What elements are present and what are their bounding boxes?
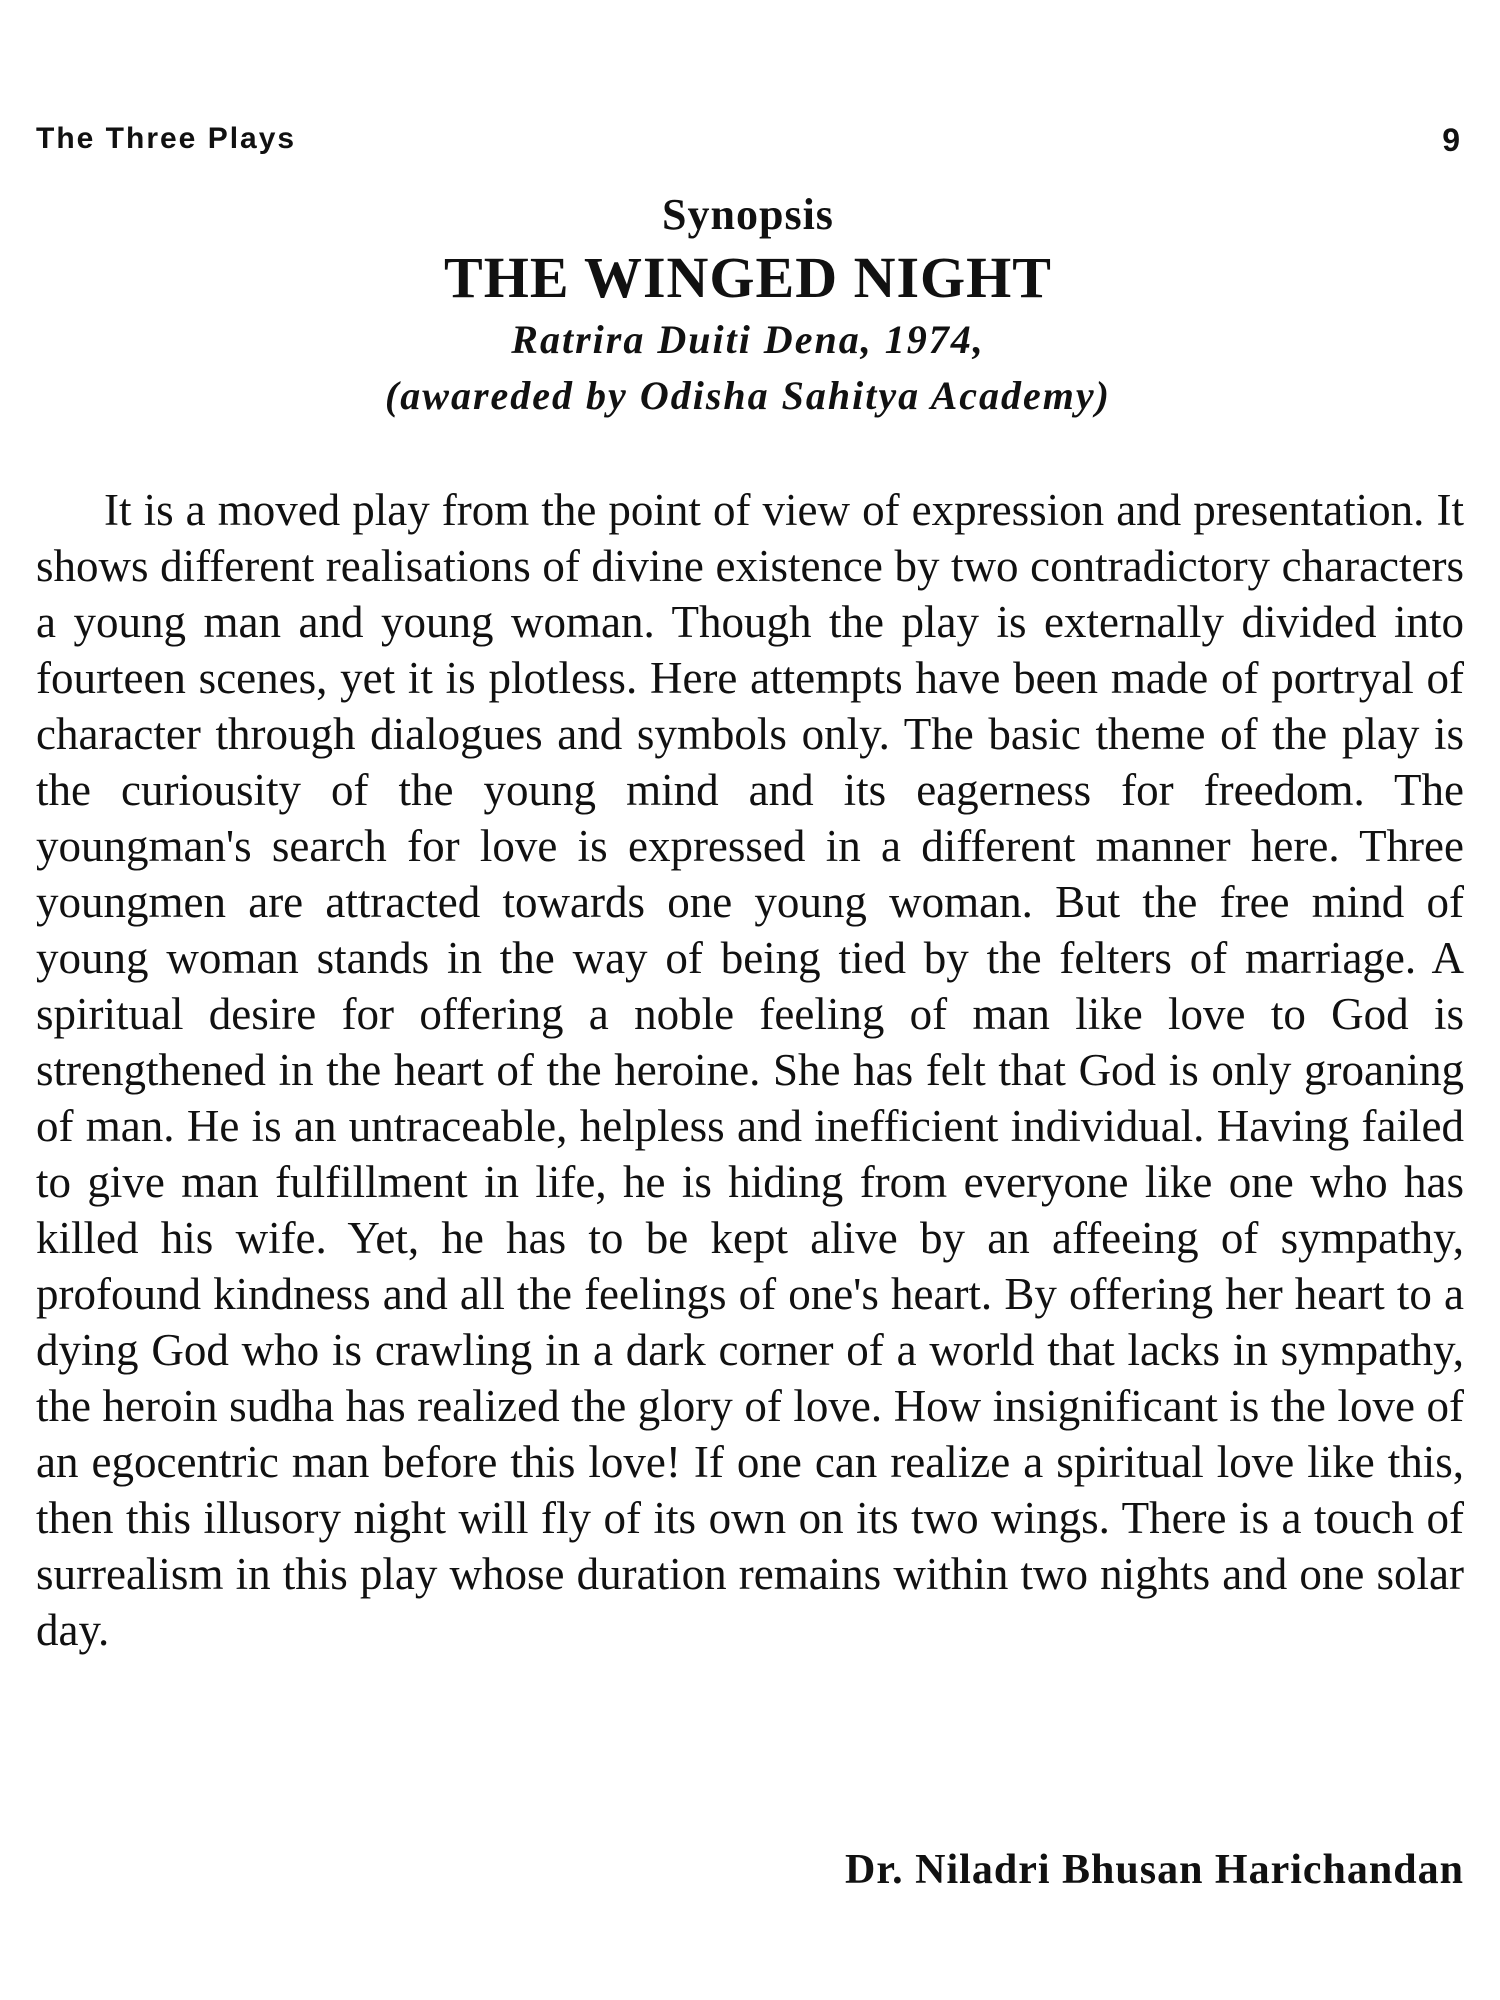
play-subtitle-line-1: Ratrira Duiti Dena, 1974, xyxy=(511,317,985,362)
running-header xyxy=(36,122,1460,162)
author-signature: Dr. Niladri Bhusan Harichandan xyxy=(845,1847,1464,1893)
running-title: The Three Plays xyxy=(36,122,297,155)
heading-block xyxy=(36,186,1460,424)
play-subtitle-line-2: (awareded by Odisha Sahitya Academy) xyxy=(384,373,1111,418)
page-number: 9 xyxy=(1442,122,1460,158)
play-title: THE WINGED NIGHT xyxy=(444,245,1052,310)
section-label: Synopsis xyxy=(662,190,834,239)
synopsis-paragraph: It is a moved play from the point of view of expression and presentation. It shows different realisations of divine existence by two contradictory characters a young man and young woman. Though the play is externally divided into fourteen scenes, yet it is plotless. Here attempts have been made of portryal of character through dialogues and symbols only. The basic theme of the play is the curiousity of the young mind and its eagerness for freedom. The youngman's search for love is expressed in a different manner here. Three youngmen are attracted towards one young woman. But the free mind of young woman stands in the way of being tied by the felters of marriage. A spiritual desire for offering a noble feeling of man like love to God is strengthened in the heart of the heroine. She has felt that God is only groaning of man. He is an untraceable, helpless and inefficient individual. Having failed to give man fulfillment in life, he is hiding from everyone like one who has killed his wife. Yet, he has to be kept alive by an affeeing of sympathy, profound kindness and all the feelings of one's heart. By offering her heart to a dying God who is crawling in a dark corner of a world that lacks in sympathy, the heroin sudha has realized the glory of love. How insignificant is the love of an egocentric man before this love! If one can realize a spiritual love like this, then this illusory night will fly of its own on its two wings. There is a touch of surrealism in this play whose duration remains within two nights and one solar day. xyxy=(36,485,1464,1655)
